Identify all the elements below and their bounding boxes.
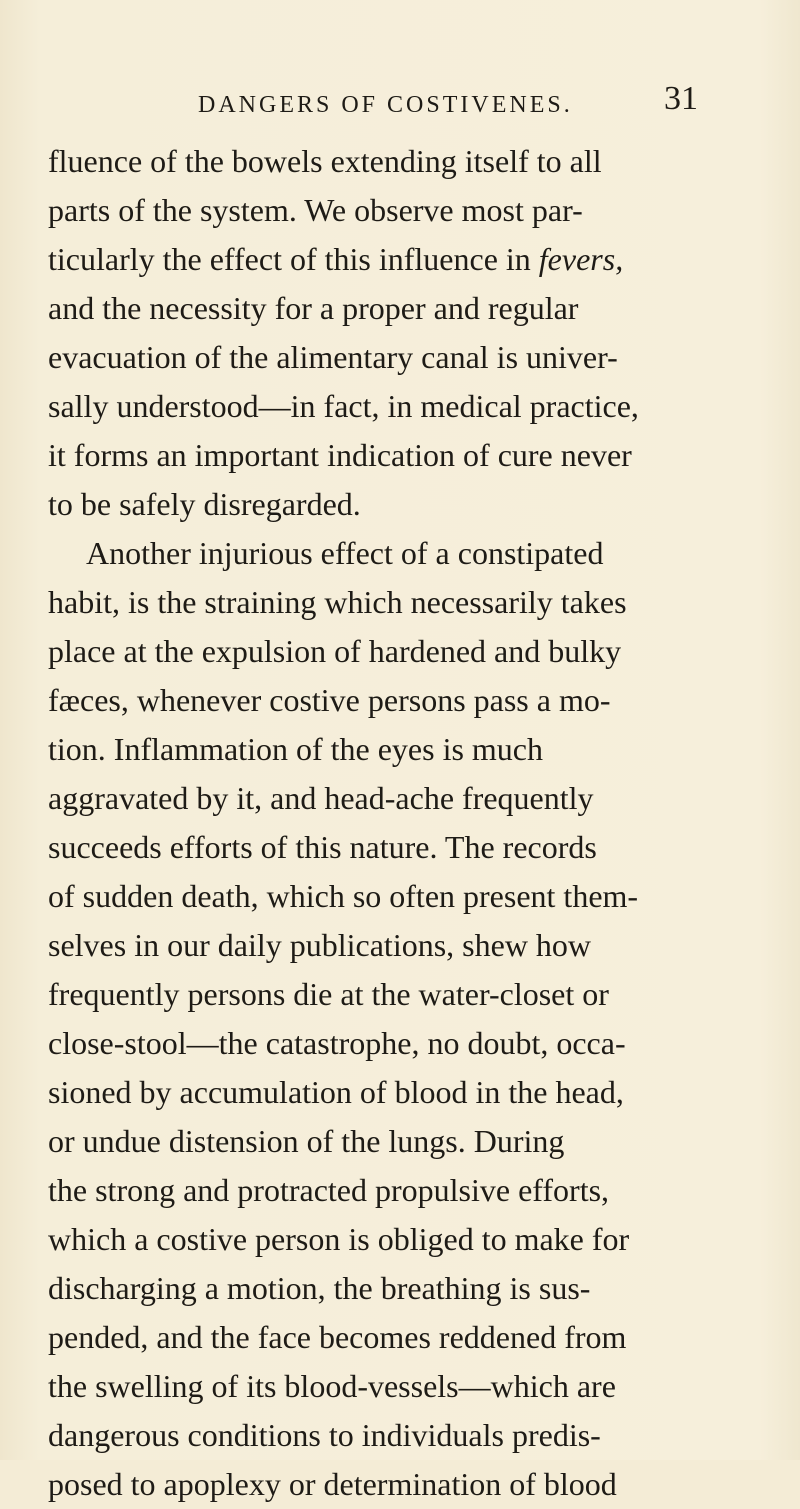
text-line: place at the expulsion of hardened and bulky bbox=[48, 633, 622, 669]
text-line: to be safely disregarded. bbox=[48, 486, 361, 522]
text-line: pended, and the face becomes reddened from bbox=[48, 1319, 627, 1355]
running-head: DANGERS OF COSTIVENES. bbox=[198, 92, 573, 118]
text-line: selves in our daily publications, shew how bbox=[48, 927, 592, 963]
text-line: fluence of the bowels extending itself to all bbox=[48, 143, 602, 179]
text-line: Another injurious effect of a constipated bbox=[86, 535, 604, 571]
text-line: fæces, whenever costive persons pass a mo- bbox=[48, 682, 611, 718]
text-line: it forms an important indication of cure never bbox=[48, 437, 632, 473]
text-line: aggravated by it, and head-ache frequently bbox=[48, 780, 594, 816]
page-number: 31 bbox=[664, 80, 698, 117]
text-line: frequently persons die at the water-closet or bbox=[48, 976, 609, 1012]
text-line: of sudden death, which so often present them- bbox=[48, 878, 639, 914]
text-line: evacuation of the alimentary canal is univer- bbox=[48, 339, 618, 375]
text-line: or undue distension of the lungs. During bbox=[48, 1123, 565, 1159]
text-line: posed to apoplexy or determination of blood bbox=[48, 1466, 617, 1502]
text-line: which a costive person is obliged to make for bbox=[48, 1221, 630, 1257]
text-line: habit, is the straining which necessarily takes bbox=[48, 584, 627, 620]
text-line: tion. Inflammation of the eyes is much bbox=[48, 731, 543, 767]
italic-word: fevers, bbox=[538, 241, 624, 277]
text-line: succeeds efforts of this nature. The records bbox=[48, 829, 597, 865]
text-line: discharging a motion, the breathing is sus- bbox=[48, 1270, 591, 1306]
text-line: the strong and protracted propulsive efforts, bbox=[48, 1172, 610, 1208]
text-line: and the necessity for a proper and regular bbox=[48, 290, 579, 326]
text-line: sioned by accumulation of blood in the head, bbox=[48, 1074, 624, 1110]
text-line: parts of the system. We observe most par- bbox=[48, 192, 583, 228]
text-line: sally understood—in fact, in medical practice, bbox=[48, 388, 639, 424]
text-line: ticularly the effect of this influence in fevers, bbox=[48, 241, 624, 277]
text-line: the swelling of its blood-vessels—which are bbox=[48, 1368, 616, 1404]
text-line: close-stool—the catastrophe, no doubt, occa- bbox=[48, 1025, 626, 1061]
text-line: dangerous conditions to individuals predis- bbox=[48, 1417, 601, 1453]
